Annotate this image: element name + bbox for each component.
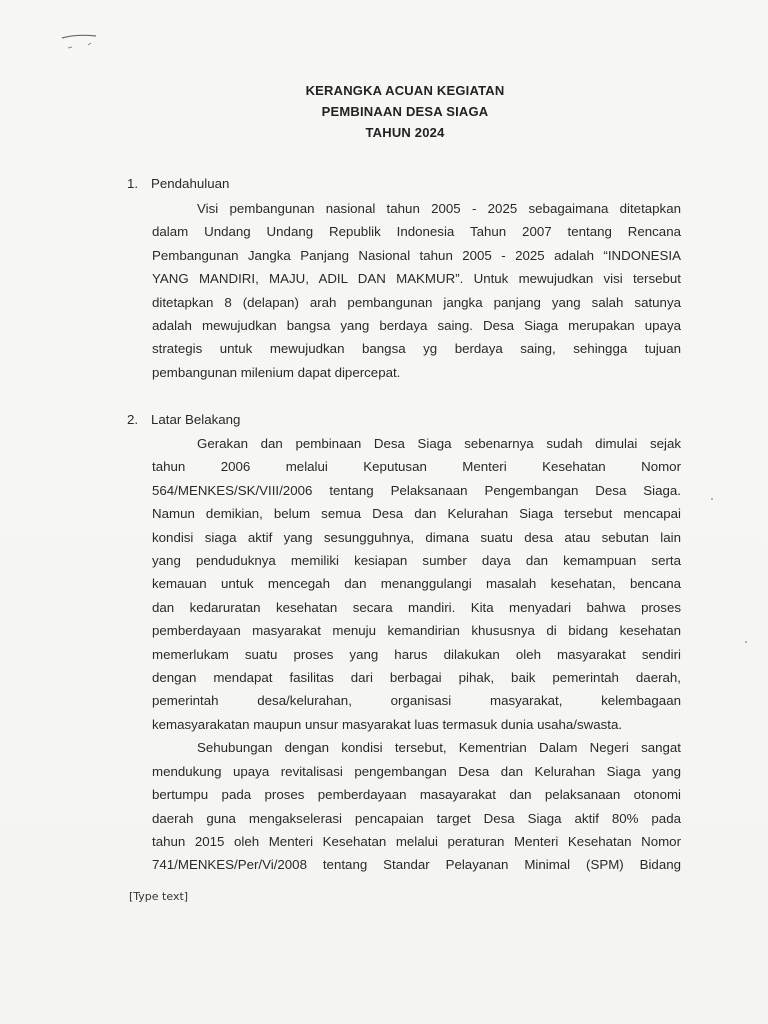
text-line: yang penduduknya memiliki kesiapan sumber daya dan kemampuan serta [152, 553, 681, 569]
section-number: 2. [127, 412, 139, 427]
title-line-2: PEMBINAAN DESA SIAGA [321, 104, 489, 119]
text-line: strategis untuk mewujudkan bangsa yg berdaya saing, sehingga tujuan [152, 341, 681, 357]
section-title: Latar Belakang [151, 412, 241, 427]
section-number: 1. [127, 176, 139, 191]
text-line: Gerakan dan pembinaan Desa Siaga sebenarnya sudah dimulai sejak [197, 436, 681, 451]
text-line: mendukung upaya revitalisasi pengembangan Desa dan Kelurahan Siaga yang [152, 763, 681, 779]
text-line: pemberdayaan masyarakat menuju kemandirian khususnya di bidang kesehatan [152, 623, 681, 639]
text-line: Sehubungan dengan kondisi tersebut, Kementrian Dalam Negeri sangat [197, 740, 681, 756]
document-title [0, 80, 768, 143]
section-title: Pendahuluan [151, 176, 230, 191]
text-line: pembangunan milenium dapat dipercepat. [152, 364, 401, 380]
text-line: dan kedaruratan kesehatan secara mandiri. Kita menyadari bahwa proses [152, 599, 681, 615]
text-line: pemerintah desa/kelurahan, organisasi masyarakat, kelembagaan [152, 693, 681, 709]
paragraph [152, 736, 681, 876]
section-pendahuluan [127, 173, 681, 384]
text-line: dengan mendapat fasilitas dari berbagai pihak, baik pemerintah daerah, [152, 670, 681, 686]
text-line: tahun 2006 melalui Keputusan Menteri Kesehatan Nomor [152, 459, 681, 475]
text-line: ditetapkan 8 (delapan) arah pembangunan jangka panjang yang salah satunya [152, 294, 681, 310]
paragraph [152, 432, 681, 736]
section-latar-belakang [127, 409, 681, 877]
section-heading [127, 173, 681, 195]
text-line: 564/MENKES/SK/VIII/2006 tentang Pelaksanaan Pengembangan Desa Siaga. [152, 482, 681, 498]
text-line: Pembangunan Jangka Panjang Nasional tahun 2005 - 2025 adalah “INDONESIA [152, 247, 681, 263]
text-line: dalam Undang Undang Republik Indonesia Tahun 2007 tentang Rencana [152, 224, 681, 240]
text-line: memerlukam suatu proses yang harus dilakukan oleh masyarakat sendiri [152, 646, 681, 662]
title-line-3: TAHUN 2024 [365, 125, 445, 140]
text-line: daerah guna mengakselerasi pencapaian target Desa Siaga aktif 80% pada [152, 810, 681, 826]
text-line: kemauan untuk mencegah dan menanggulangi masalah kesehatan, bencana [152, 576, 681, 592]
section-heading [127, 409, 681, 431]
text-line: kemasyarakatan maupun unsur masyarakat luas termasuk dunia usaha/swasta. [152, 716, 623, 732]
title-line-1: KERANGKA ACUAN KEGIATAN [305, 83, 505, 98]
pen-mark-icon [58, 30, 106, 52]
text-line: tahun 2015 oleh Menteri Kesehatan melalui peraturan Menteri Kesehatan Nomor [152, 833, 681, 849]
text-line: 741/MENKES/Per/Vi/2008 tentang Standar Pelayanan Minimal (SPM) Bidang [152, 857, 681, 873]
scan-speck [745, 641, 747, 643]
text-line: YANG MANDIRI, MAJU, ADIL DAN MAKMUR”. Untuk mewujudkan visi tersebut [152, 271, 681, 287]
text-line: kondisi siaga aktif yang sesungguhnya, dimana suatu desa atau sebutan lain [152, 529, 681, 545]
text-line: Namun demikian, belum semua Desa dan Kelurahan Siaga tersebut mencapai [152, 506, 681, 522]
footer-placeholder: [Type text] [129, 890, 189, 903]
paragraph [152, 197, 681, 384]
text-line: bertumpu pada proses pemberdayaan masayarakat dan pelaksanaan otonomi [152, 787, 681, 803]
scan-speck [711, 498, 713, 500]
text-line: adalah mewujudkan bangsa yang berdaya saing. Desa Siaga merupakan upaya [152, 318, 681, 334]
text-line: Visi pembangunan nasional tahun 2005 - 2025 sebagaimana ditetapkan [197, 201, 681, 216]
